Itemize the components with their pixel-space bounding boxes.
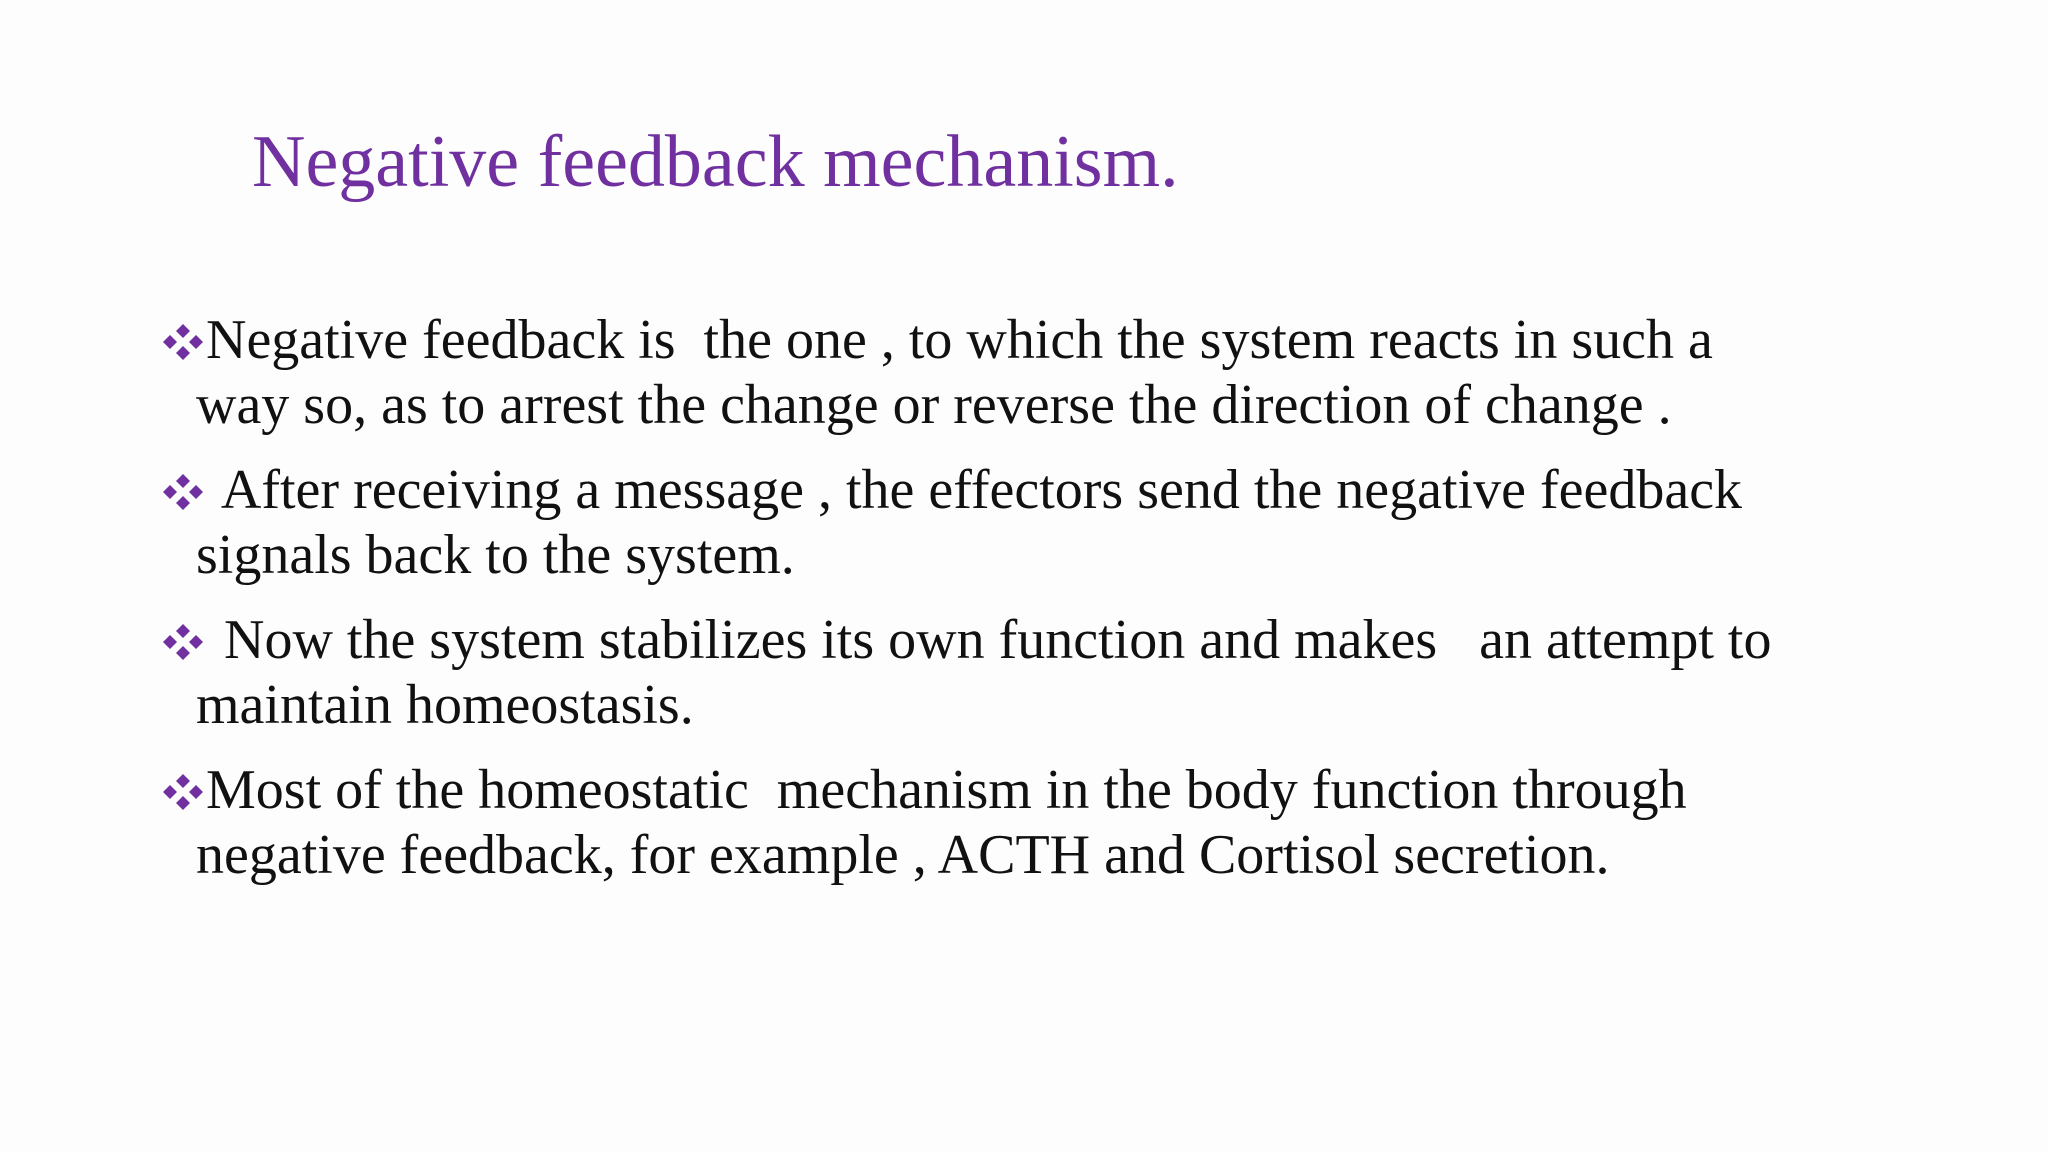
slide-title: Negative feedback mechanism. <box>252 121 1179 203</box>
bullet-text-line: negative feedback, for example , ACTH and Cortisol secretion. <box>196 824 1610 886</box>
bullet-text-line: After receiving a message , the effectors send the negative feedback <box>210 459 1743 521</box>
four-diamond-bullet-icon <box>160 322 206 362</box>
bullet-item <box>160 608 1920 738</box>
bullet-text-line: way so, as to arrest the change or reverse the direction of change . <box>196 374 1672 436</box>
bullet-list <box>160 308 1920 908</box>
bullet-text-line: Negative feedback is the one , to which the system reacts in such a <box>206 309 1713 371</box>
bullet-item <box>160 308 1920 438</box>
bullet-text-line: signals back to the system. <box>196 524 795 586</box>
four-diamond-bullet-icon <box>160 472 206 512</box>
bullet-item <box>160 458 1920 588</box>
four-diamond-bullet-icon <box>160 622 206 662</box>
bullet-text-line: Now the system stabilizes its own function and makes an attempt to <box>210 609 1772 671</box>
bullet-text-line: maintain homeostasis. <box>196 674 694 736</box>
bullet-item <box>160 758 1920 888</box>
bullet-text-line: Most of the homeostatic mechanism in the body function through <box>206 759 1687 821</box>
four-diamond-bullet-icon <box>160 772 206 812</box>
